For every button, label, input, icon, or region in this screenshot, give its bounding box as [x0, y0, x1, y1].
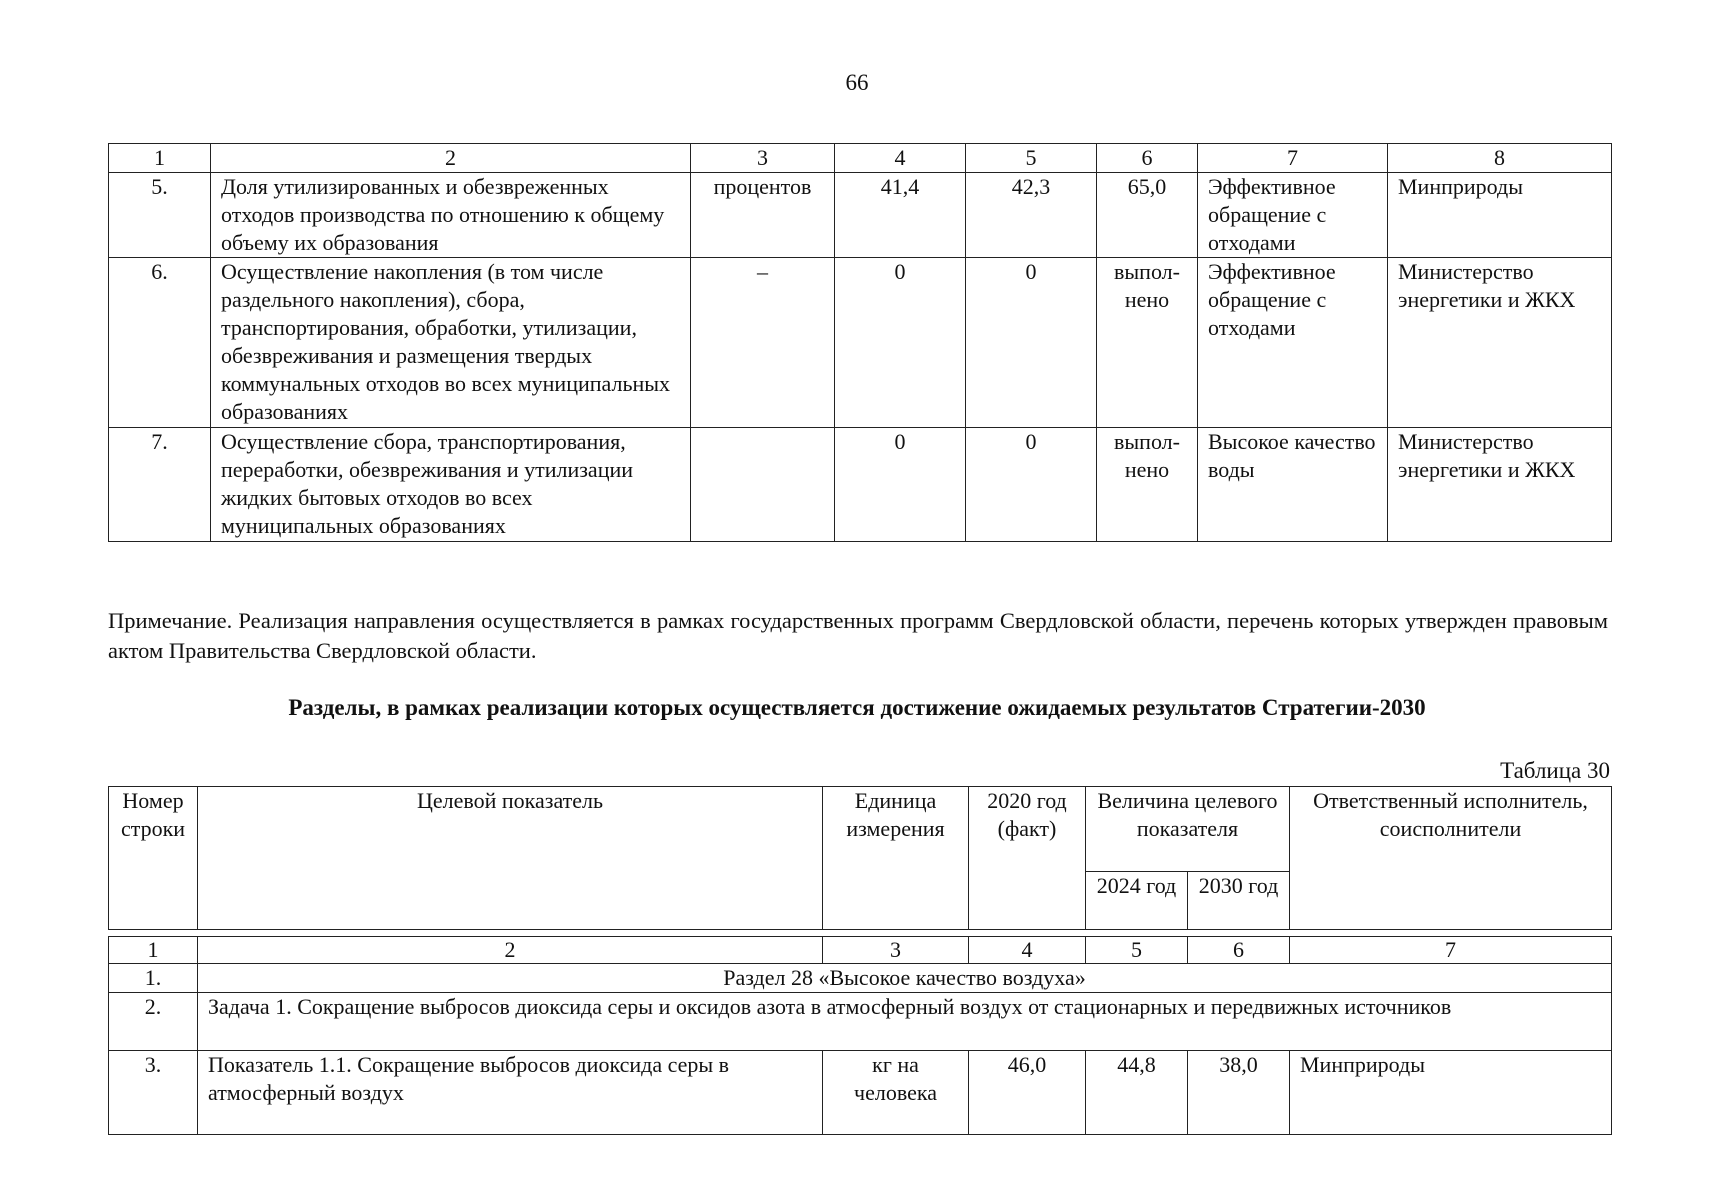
unit-cell: кг на человека	[823, 1051, 969, 1135]
row-number: 7.	[109, 428, 211, 542]
header-row-number: Номер строки	[109, 787, 198, 930]
header-indicator: Целевой показатель	[198, 787, 823, 930]
indicator-cell: Осуществление накопления (в том числе раздельного накопления), сбора, транспортирования, обработки, утилизации, обезвреживания и размещения твердых коммунальных отходов во всех муниципальных образованиях	[211, 258, 691, 428]
value-2024-cell: 0	[966, 258, 1097, 428]
section-title: Разделы, в рамках реализации которых осуществляется достижение ожидаемых результатов Стратегии-2030	[288, 695, 1426, 720]
executor-cell: Минприроды	[1388, 173, 1612, 258]
header-fact-2020: 2020 год (факт)	[969, 787, 1086, 930]
column-number: 3	[823, 937, 969, 964]
value-2020-cell: 0	[835, 428, 966, 542]
table-row	[109, 428, 1612, 542]
section-heading: Раздел 28 «Высокое качество воздуха»	[198, 964, 1612, 993]
column-number: 7	[1290, 937, 1612, 964]
value-2024-cell: 0	[966, 428, 1097, 542]
indicator-cell: Показатель 1.1. Сокращение выбросов диоксида серы в атмосферный воздух	[198, 1051, 823, 1135]
value-2020-cell: 41,4	[835, 173, 966, 258]
table-30-body	[108, 936, 1612, 1135]
indicator-cell: Осуществление сбора, транспортирования, переработки, обезвреживания и утилизации жидких бытовых отходов во всех муниципальных образованиях	[211, 428, 691, 542]
column-number: 5	[1086, 937, 1188, 964]
row-number: 5.	[109, 173, 211, 258]
column-number: 6	[1188, 937, 1290, 964]
column-number: 4	[835, 144, 966, 173]
column-number: 2	[198, 937, 823, 964]
column-number: 2	[211, 144, 691, 173]
column-number: 8	[1388, 144, 1612, 173]
column-number: 1	[109, 144, 211, 173]
column-number: 3	[691, 144, 835, 173]
fact-2020-cell: 46,0	[969, 1051, 1086, 1135]
unit-cell: –	[691, 258, 835, 428]
section-cell: Эффективное обращение с отходами	[1198, 258, 1388, 428]
value-2030-cell: 65,0	[1097, 173, 1198, 258]
value-2030-cell: 38,0	[1188, 1051, 1290, 1135]
section-cell: Высокое качество воды	[1198, 428, 1388, 542]
note-paragraph: Примечание. Реализация направления осуществляется в рамках государственных программ Свердловской области, перечень которых утвержден правовым актом Правительства Свердловской области.	[108, 608, 1608, 663]
indicator-row	[109, 1051, 1612, 1135]
row-number: 6.	[109, 258, 211, 428]
column-number: 6	[1097, 144, 1198, 173]
table-continuation	[108, 143, 1612, 542]
column-numbers-row	[109, 937, 1612, 964]
header-unit: Единица измерения	[823, 787, 969, 930]
value-2020-cell: 0	[835, 258, 966, 428]
column-number: 7	[1198, 144, 1388, 173]
header-target-value: Величина целевого показателя	[1086, 787, 1290, 872]
value-2024-cell: 44,8	[1086, 1051, 1188, 1135]
column-number: 5	[966, 144, 1097, 173]
section-row	[109, 964, 1612, 993]
row-number: 1.	[109, 964, 198, 993]
unit-cell	[691, 428, 835, 542]
table-30-header	[108, 786, 1612, 930]
row-number: 2.	[109, 993, 198, 1051]
task-text: Задача 1. Сокращение выбросов диоксида серы и оксидов азота в атмосферный воздух от стационарных и передвижных источников	[198, 993, 1612, 1051]
row-number: 3.	[109, 1051, 198, 1135]
header-executor: Ответственный исполнитель, соисполнители	[1290, 787, 1612, 930]
indicator-cell: Доля утилизированных и обезвреженных отходов производства по отношению к общему объему их образования	[211, 173, 691, 258]
table-label: Таблица 30	[1500, 758, 1610, 783]
executor-cell: Министерство энергетики и ЖКХ	[1388, 428, 1612, 542]
column-numbers-row	[109, 144, 1612, 173]
table-row	[109, 258, 1612, 428]
task-row	[109, 993, 1612, 1051]
header-year-2024: 2024 год	[1086, 872, 1188, 930]
section-cell: Эффективное обращение с отходами	[1198, 173, 1388, 258]
executor-cell: Министерство энергетики и ЖКХ	[1388, 258, 1612, 428]
column-number: 1	[109, 937, 198, 964]
executor-cell: Минприроды	[1290, 1051, 1612, 1135]
value-2030-cell: выпол-нено	[1097, 428, 1198, 542]
table-row	[109, 173, 1612, 258]
unit-cell: процентов	[691, 173, 835, 258]
page-number: 66	[845, 70, 869, 95]
column-number: 4	[969, 937, 1086, 964]
value-2030-cell: выпол-нено	[1097, 258, 1198, 428]
value-2024-cell: 42,3	[966, 173, 1097, 258]
header-year-2030: 2030 год	[1188, 872, 1290, 930]
